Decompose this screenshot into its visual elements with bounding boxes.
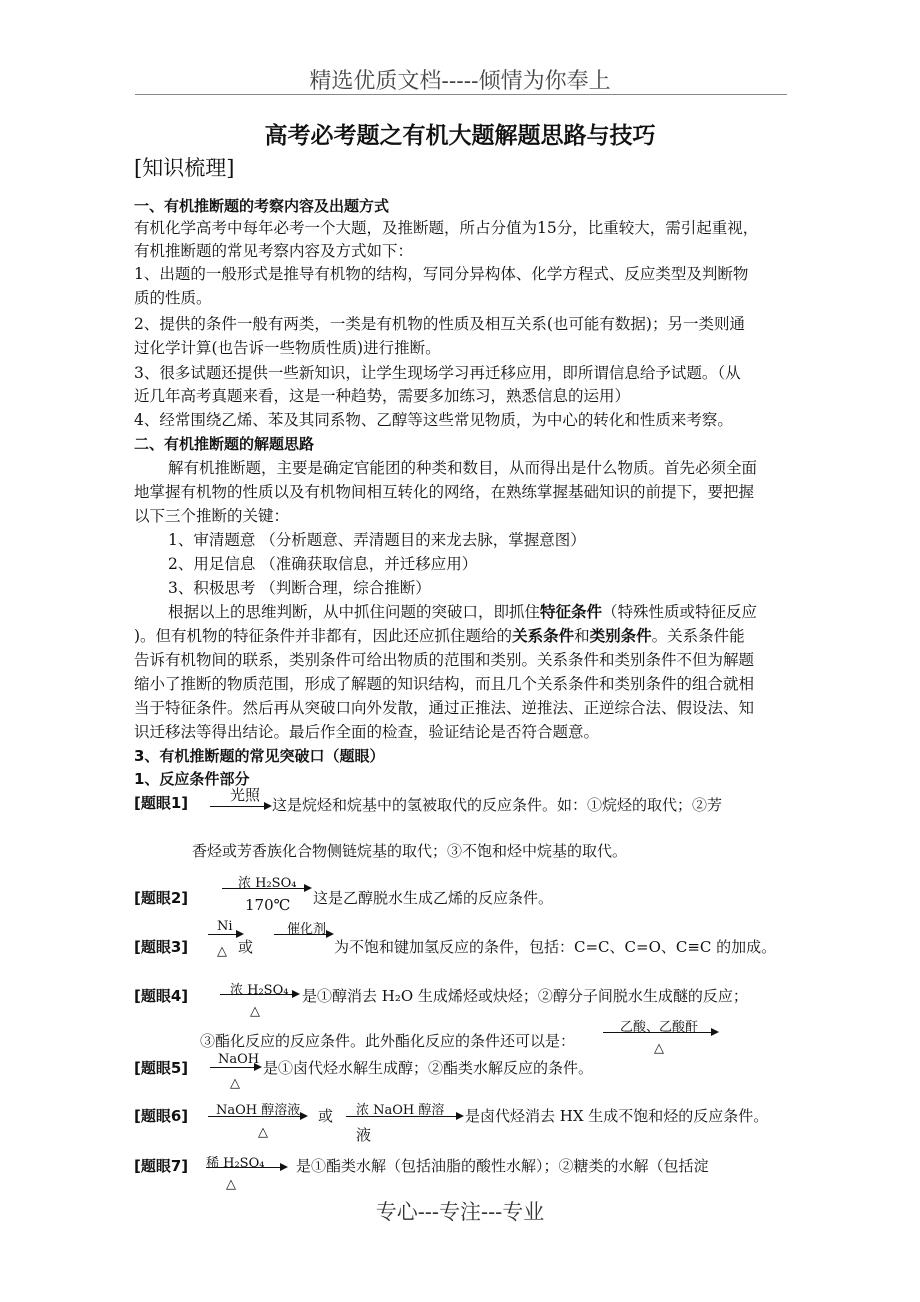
s1-line: 3、很多试题还提供一些新知识，让学生现场学习再迁移应用，即所谓信息给予试题。（从 xyxy=(134,364,741,382)
tiyan3-label: [题眼3] xyxy=(134,938,189,956)
arrow-below: 170℃ xyxy=(245,896,291,914)
s1-line: 有机推断题的常见考察内容及方式如下： xyxy=(134,242,414,260)
tiyan2-label: [题眼2] xyxy=(134,889,189,907)
tiyan7-text: 是①酯类水解（包括油脂的酸性水解）；②糖类的水解（包括淀 xyxy=(296,1157,709,1175)
tiyan4-text: 是①醇消去 H₂O 生成烯烃或炔烃；②醇分子间脱水生成醚的反应； xyxy=(302,987,748,1005)
arrow-above: NaOH 醇溶液 xyxy=(216,1103,301,1118)
document-title: 高考必考题之有机大题解题思路与技巧 xyxy=(264,123,656,149)
header-rule xyxy=(135,94,787,95)
arrow-above: 催化剂 xyxy=(287,922,327,937)
reaction-arrow xyxy=(346,1116,462,1117)
tiyan4-label: [题眼4] xyxy=(134,987,189,1005)
tiyan3-or: 或 xyxy=(238,938,254,956)
tiyan6-or: 或 xyxy=(318,1107,334,1125)
para-bold-category: 类别条件 xyxy=(589,627,652,645)
s2-key: 2、用足信息 （准确获取信息，并迁移应用） xyxy=(168,555,478,573)
arrow-above: 稀 H₂SO₄ xyxy=(206,1156,265,1171)
reaction-arrow xyxy=(206,1167,286,1168)
s2-para-line xyxy=(134,625,745,648)
arrow-above: Ni xyxy=(217,919,233,934)
tiyan7-label: [题眼7] xyxy=(134,1157,189,1175)
s2-para-line: 缩小了推断的物质范围，形成了解题的知识结构，而且几个关系条件和类别条件的组合就相 xyxy=(134,675,755,693)
arrow-above: 乙酸、乙酸酐 xyxy=(620,1020,699,1035)
para-text: )。但有机物的特征条件并非都有，因此还应抓住题给的 xyxy=(134,627,513,645)
section3-heading: 3、有机推断题的常见突破口（题眼） xyxy=(134,747,385,765)
s2-key: 3、积极思考 （判断合理，综合推断） xyxy=(168,579,431,597)
section3-sub: 1、反应条件部分 xyxy=(134,770,250,788)
s1-line: 2、提供的条件一般有两类，一类是有机物的性质及相互关系(也可能有数据)；另一类则通 xyxy=(134,315,745,333)
para-bold-relation: 关系条件 xyxy=(512,627,575,645)
para-text: （特殊性质或特征反应 xyxy=(602,603,758,621)
s2-line: 以下三个推断的关键： xyxy=(134,507,290,525)
arrow-above: NaOH xyxy=(218,1052,260,1067)
arrow-above: 浓 H₂SO₄ xyxy=(230,983,289,998)
reaction-arrow xyxy=(274,934,332,935)
s1-line: 4、经常围绕乙烯、苯及其同系物、乙醇等这些常见物质，为中心的转化和性质来考察。 xyxy=(134,411,733,429)
arrow-above: 光照 xyxy=(230,786,261,804)
s2-para-line: 识迁移法等得出结论。最后作全面的检查，验证结论是否符合题意。 xyxy=(134,723,600,741)
para-bold-feature: 特征条件 xyxy=(540,603,603,621)
arrow-below: △ xyxy=(230,1076,240,1091)
reaction-arrow xyxy=(222,888,310,889)
tiyan6-text: 是卤代烃消去 HX 生成不饱和烃的反应条件。 xyxy=(465,1107,769,1125)
reaction-arrow xyxy=(208,934,242,935)
section-bracket: [知识梳理] xyxy=(134,156,235,180)
arrow-below: 液 xyxy=(356,1126,372,1144)
tiyan5-text: 是①卤代烃水解生成醇；②酯类水解反应的条件。 xyxy=(263,1059,594,1077)
para-text: 根据以上的思维判断，从中抓住问题的突破口，即抓住 xyxy=(168,603,541,621)
s1-line: 1、出题的一般形式是推导有机物的结构，写同分异构体、化学方程式、反应类型及判断物 xyxy=(134,265,749,283)
reaction-arrow xyxy=(603,1032,717,1033)
para-text: 和 xyxy=(574,627,590,645)
tiyan5-label: [题眼5] xyxy=(134,1059,189,1077)
s2-para-line: 当于特征条件。然后再从突破口向外发散，通过正推法、逆推法、正逆综合法、假设法、知 xyxy=(134,699,755,717)
s1-line: 有机化学高考中每年必考一个大题，及推断题，所占分值为15分，比重较大，需引起重视， xyxy=(134,219,759,237)
s2-para-line xyxy=(168,601,757,624)
s2-key: 1、审清题意 （分析题意、弄清题目的来龙去脉，掌握意图） xyxy=(168,531,586,549)
reaction-arrow xyxy=(210,806,270,807)
arrow-below: △ xyxy=(226,1177,236,1192)
section2-heading: 二、有机推断题的解题思路 xyxy=(134,435,315,453)
tiyan6-label: [题眼6] xyxy=(134,1107,189,1125)
reaction-arrow xyxy=(210,1067,260,1068)
s1-line: 过化学计算(也告诉一些物质性质)进行推断。 xyxy=(134,339,441,357)
tiyan3-text: 为不饱和键加氢反应的条件，包括：C=C、C=O、C≡C 的加成。 xyxy=(334,938,777,956)
arrow-below: △ xyxy=(217,944,227,959)
tiyan1-text: 这是烷烃和烷基中的氢被取代的反应条件。如：①烷烃的取代；②芳 xyxy=(272,796,723,814)
arrow-above: 浓 NaOH 醇溶 xyxy=(356,1103,445,1118)
reaction-arrow xyxy=(220,994,298,995)
s2-para-line: 告诉有机物间的联系，类别条件可给出物质的范围和类别。关系条件和类别条件不但为解题 xyxy=(134,651,755,669)
arrow-below: △ xyxy=(258,1125,268,1140)
page-footer: 专心---专注---专业 xyxy=(375,1200,545,1224)
tiyan1-label: [题眼1] xyxy=(134,794,189,812)
s2-line: 地掌握有机物的性质以及有机物间相互转化的网络，在熟练掌握基础知识的前提下，要把握 xyxy=(134,483,755,501)
s1-line: 近几年高考真题来看，这是一种趋势，需要多加练习，熟悉信息的运用） xyxy=(134,387,631,405)
tiyan1-text2: 香烃或芳香族化合物侧链烷基的取代；③不饱和烃中烷基的取代。 xyxy=(192,842,628,860)
reaction-arrow xyxy=(208,1116,306,1117)
page-header: 精选优质文档-----倾情为你奉上 xyxy=(309,69,611,94)
section1-heading: 一、有机推断题的考察内容及出题方式 xyxy=(134,197,390,215)
tiyan4-text2: ③酯化反应的反应条件。此外酯化反应的条件还可以是： xyxy=(200,1032,576,1050)
s2-line: 解有机推断题，主要是确定官能团的种类和数目，从而得出是什么物质。首先必须全面 xyxy=(168,459,758,477)
para-text: 。关系条件能 xyxy=(651,627,745,645)
tiyan2-text: 这是乙醇脱水生成乙烯的反应条件。 xyxy=(313,889,554,907)
arrow-below: △ xyxy=(250,1004,260,1019)
arrow-above: 浓 H₂SO₄ xyxy=(238,876,297,891)
arrow-below: △ xyxy=(654,1041,664,1056)
s1-line: 质的性质。 xyxy=(134,289,212,307)
